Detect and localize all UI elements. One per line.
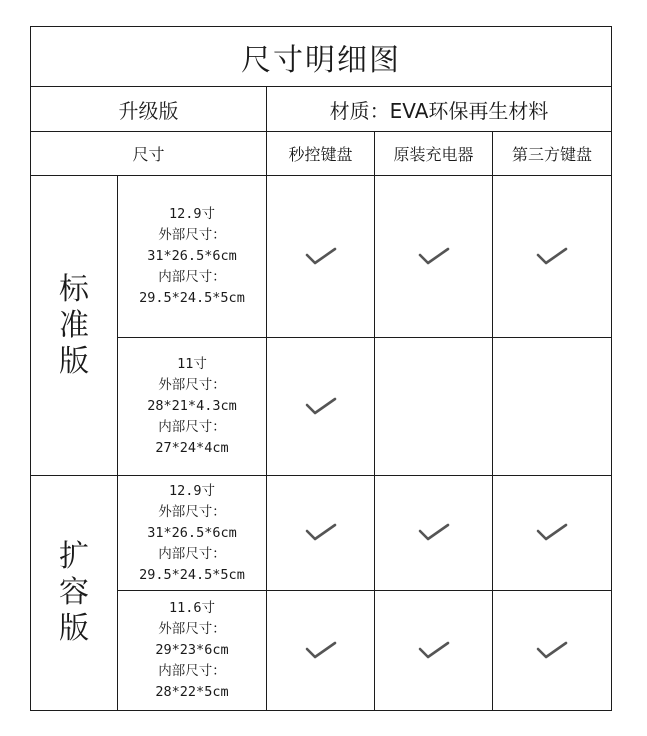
spec-model: 11寸: [177, 356, 207, 372]
compat-cell: [375, 176, 493, 338]
spec-outer-size: 29*23*6cm: [155, 642, 229, 658]
table-row: [31, 176, 612, 338]
compat-cell: [493, 591, 612, 711]
spec-outer-label: 外部尺寸：: [158, 227, 226, 243]
spec-inner-label: 内部尺寸：: [158, 663, 226, 679]
spec-inner-label: 内部尺寸：: [158, 269, 226, 285]
check-icon: [535, 522, 569, 544]
compat-cell: [493, 338, 612, 476]
group-char: 容: [59, 575, 89, 610]
material-label: 材质：EVA环保再生材料: [267, 87, 612, 132]
table-row: [31, 338, 612, 476]
spec-outer-size: 28*21*4.3cm: [147, 398, 237, 414]
spec-inner-label: 内部尺寸：: [158, 419, 226, 435]
size-column-header: 尺寸: [31, 132, 267, 176]
spec-outer-label: 外部尺寸：: [158, 503, 226, 520]
spec-outer-size: 31*26.5*6cm: [147, 248, 237, 264]
spec-model: 11.6寸: [168, 600, 215, 616]
compat-cell: [375, 338, 493, 476]
check-icon: [304, 246, 338, 268]
size-table: [30, 26, 612, 711]
spec-model: 12.9寸: [168, 206, 215, 222]
size-spec: [118, 476, 267, 591]
check-icon: [417, 640, 451, 662]
size-spec: [118, 338, 267, 476]
spec-inner-label: 内部尺寸：: [158, 545, 226, 562]
spec-outer-label: 外部尺寸：: [158, 621, 226, 637]
compat-cell: [375, 476, 493, 591]
group-expanded-label: [31, 476, 118, 711]
check-icon: [417, 522, 451, 544]
compat-cell: [267, 476, 375, 591]
group-char: 版: [59, 343, 89, 379]
check-icon: [535, 640, 569, 662]
spec-model: 12.9寸: [168, 482, 215, 499]
compat-cell: [267, 176, 375, 338]
table-title: 尺寸明细图: [31, 27, 612, 87]
size-spec: [118, 591, 267, 711]
group-char: 标: [59, 271, 89, 307]
check-icon: [417, 246, 451, 268]
spec-inner-size: 29.5*24.5*5cm: [139, 566, 245, 583]
spec-outer-size: 31*26.5*6cm: [147, 524, 237, 541]
group-standard-label: [31, 176, 118, 476]
group-char: 扩: [59, 539, 89, 574]
spec-outer-label: 外部尺寸：: [158, 377, 226, 393]
group-char: 准: [59, 307, 89, 343]
group-char: 版: [59, 611, 89, 646]
column-header-original-charger: 原装充电器: [375, 132, 493, 176]
spec-inner-size: 28*22*5cm: [155, 684, 229, 700]
compat-cell: [493, 176, 612, 338]
check-icon: [535, 246, 569, 268]
compat-cell: [375, 591, 493, 711]
size-detail-sheet: [30, 26, 611, 710]
check-icon: [304, 396, 338, 418]
compat-cell: [267, 338, 375, 476]
check-icon: [304, 522, 338, 544]
column-header-instant-keyboard: 秒控键盘: [267, 132, 375, 176]
spec-inner-size: 27*24*4cm: [155, 440, 229, 456]
check-icon: [304, 640, 338, 662]
table-row: [31, 476, 612, 591]
spec-inner-size: 29.5*24.5*5cm: [139, 290, 245, 306]
size-spec: [118, 176, 267, 338]
column-header-third-party-keyboard: 第三方键盘: [493, 132, 612, 176]
version-label: 升级版: [31, 87, 267, 132]
compat-cell: [493, 476, 612, 591]
table-row: [31, 591, 612, 711]
compat-cell: [267, 591, 375, 711]
